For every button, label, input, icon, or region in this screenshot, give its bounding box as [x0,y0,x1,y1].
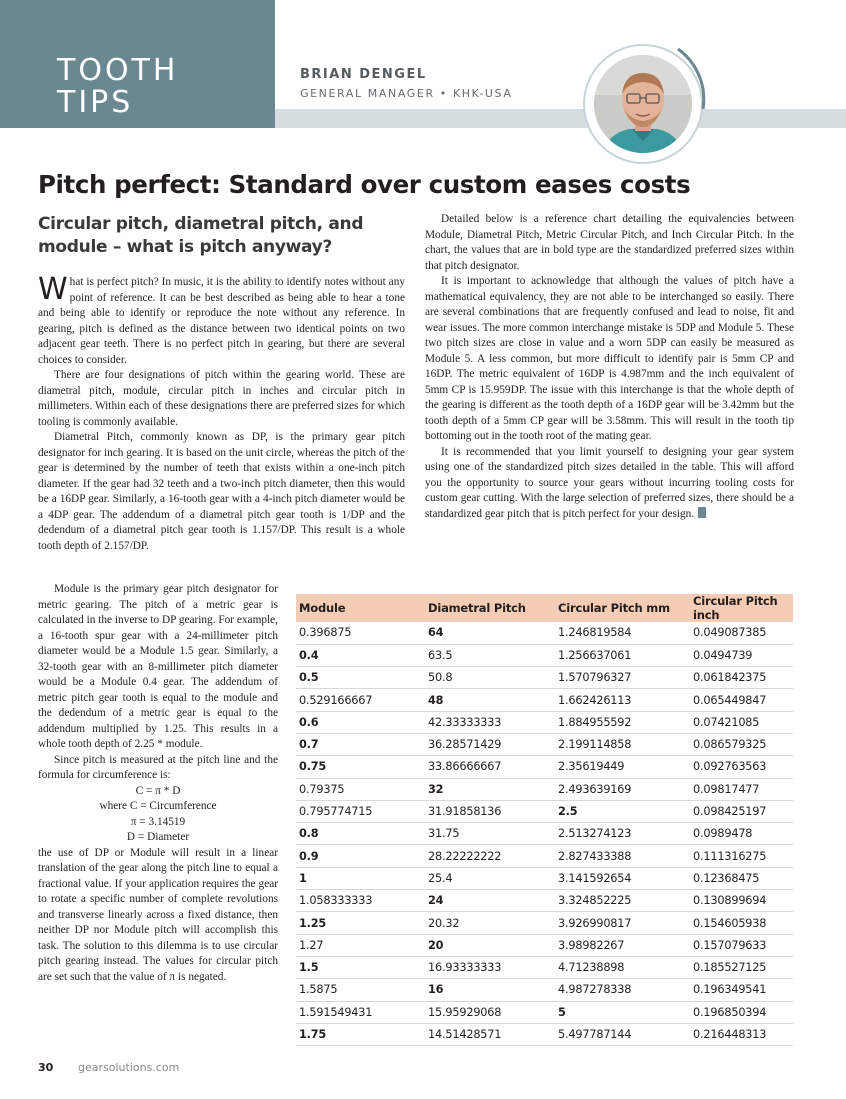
table-cell: 0.0989478 [690,823,793,845]
table-cell: 1 [296,867,425,889]
table-cell: 1.884955592 [555,711,690,733]
table-cell: 5 [555,1001,690,1023]
author-portrait-icon [594,55,692,153]
column-header-circular-pitch-inch: Circular Pitch inch [690,594,793,622]
table-cell: 0.795774715 [296,800,425,822]
footer-site: gearsolutions.com [78,1061,180,1074]
table-row [296,934,793,956]
table-cell: 0.0494739 [690,644,793,666]
table-row [296,778,793,800]
table-cell: 1.5875 [296,979,425,1001]
paragraph-text: hat is perfect pitch? In music, it is the ability to identify notes without any point of reference. It can be best described as being able to hear a tone and being able to identify or reproduce the note without any reference. In gearing, pitch is defined as the distance between two identical points on two adjacent gear teeth. There is no perfect pitch in gearing, but there are several choices to consider. [38,276,405,366]
table-cell: 15.95929068 [425,1001,555,1023]
table-cell: 0.4 [296,644,425,666]
table-row [296,733,793,755]
table-cell: 16 [425,979,555,1001]
body-paragraph [425,445,794,523]
table-cell: 0.6 [296,711,425,733]
author-name: BRIAN DENGEL [300,67,427,82]
table-cell: 0.061842375 [690,667,793,689]
article-subhead: Circular pitch, diametral pitch, and module – what is pitch anyway? [38,214,364,257]
table-cell: 0.111316275 [690,845,793,867]
table-cell: 5.497787144 [555,1023,690,1045]
table-cell: 0.12368475 [690,867,793,889]
page-number: 30 [38,1061,54,1074]
table-cell: 0.196349541 [690,979,793,1001]
formula-line: D = Diameter [126,831,190,843]
table-cell: 28.22222222 [425,845,555,867]
body-paragraph: Detailed below is a reference chart detailing the equivalencies between Module, Diametral Pitch, Metric Circular Pitch, and Inch Circular Pitch. In the chart, the values that are in bold type are the standardized preferred sizes within that pitch designator. [425,213,794,272]
right-column [425,212,794,522]
table-cell: 0.529166667 [296,689,425,711]
table-row [296,1023,793,1045]
column-header-module: Module [296,594,425,622]
table-row [296,956,793,978]
table-cell: 3.98982267 [555,934,690,956]
body-paragraph: It is important to acknowledge that although the values of pitch have a mathematical equivalency, they are not able to be interchanged so easily. There are several combinations that are frequently confused and lead to noise, fit and wear issues. The more common interchange mistake is 5DP and Module 5. These two pitch sizes are close in value and a worn 5DP can easily be measured as Module 5. A less common, but more difficult to identify pair is 5mm CP and 16DP. The metric equivalent of 16DP is 4.987mm and the inch equivalent of 5mm CP is 15.959DP. The issue with this interchange is that the whole depth of the gearing is different as the tooth depth of a 16DP gear will be 3.42mm but the tooth depth of a 5mm CP gear will be 3.58mm. This will result in the tooth tip bottoming out in the tooth root of the mating gear. [425,275,794,442]
table-cell: 2.5 [555,800,690,822]
table-cell: 0.396875 [296,622,425,644]
table-cell: 33.86666667 [425,756,555,778]
table-cell: 0.79375 [296,778,425,800]
table-cell: 1.246819584 [555,622,690,644]
table-cell: 50.8 [425,667,555,689]
table-cell: 1.662426113 [555,689,690,711]
table-row [296,756,793,778]
table-cell: 1.27 [296,934,425,956]
table-row [296,979,793,1001]
table-cell: 63.5 [425,644,555,666]
table-cell: 0.065449847 [690,689,793,711]
drop-cap: W [38,272,68,307]
table-row [296,800,793,822]
column-header-diametral-pitch: Diametral Pitch [425,594,555,622]
table-cell: 1.75 [296,1023,425,1045]
body-paragraph: Diametral Pitch, commonly known as DP, is the primary gear pitch designator for inch gearing. It is based on the unit circle, whereas the pitch of the gear is determined by the number of teeth that exists within a one-inch pitch diameter. If the gear had 32 teeth and a two-inch pitch diameter, then this would be a 16DP gear. Similarly, a 16-tooth gear with a 4-inch pitch diameter would be a 4DP gear. The addendum of a diametral pitch gear tooth is 1/DP and the dedendum of a diametral pitch gear tooth is 1.157/DP. This result is a whole tooth depth of 2.157/DP. [38,431,405,552]
table-cell: 31.75 [425,823,555,845]
table-cell: 4.987278338 [555,979,690,1001]
table-cell: 3.926990817 [555,912,690,934]
table-header-row [296,594,793,622]
end-mark-icon [698,507,706,518]
left-column-top [38,272,405,554]
table-cell: 2.35619449 [555,756,690,778]
table-cell: 0.157079633 [690,934,793,956]
table-cell: 0.098425197 [690,800,793,822]
table-cell: 0.7 [296,733,425,755]
pitch-equivalency-table [296,594,793,1046]
table-cell: 0.049087385 [690,622,793,644]
body-paragraph [38,272,405,368]
table-cell: 1.25 [296,912,425,934]
table-row [296,667,793,689]
table-cell: 14.51428571 [425,1023,555,1045]
table-row [296,867,793,889]
table-cell: 0.086579325 [690,733,793,755]
left-column-bottom [38,582,278,985]
table-cell: 0.75 [296,756,425,778]
table-row [296,912,793,934]
header-rule [275,109,846,128]
body-paragraph: Module is the primary gear pitch designator for metric gearing. The pitch of a metric gear is calculated in the inverse to DP gearing. For example, a 16-tooth spur gear with a 24-millimeter pitch diameter would be a Module 1.5 gear. Similarly, a 32-tooth gear with an 8-millimeter pitch diameter would be a Module 0.4 gear. The addendum of metric pitch gear tooth is equal to the module and the dedendum of a metric gear is equal to the addendum multiplied by 1.25. This results in a whole tooth depth of 2.25 * module. [38,583,278,750]
table-cell: 20.32 [425,912,555,934]
table-body [296,622,793,1046]
table-cell: 0.216448313 [690,1023,793,1045]
author-avatar [594,55,692,153]
table-cell: 0.154605938 [690,912,793,934]
table-cell: 36.28571429 [425,733,555,755]
body-paragraph: Since pitch is measured at the pitch line and the formula for circumference is: [38,753,278,781]
table-cell: 1.591549431 [296,1001,425,1023]
table-row [296,689,793,711]
table-cell: 0.185527125 [690,956,793,978]
table-row [296,890,793,912]
table-cell: 32 [425,778,555,800]
table-cell: 1.570796327 [555,667,690,689]
author-role: GENERAL MANAGER • KHK-USA [300,87,513,100]
table-cell: 4.71238898 [555,956,690,978]
table-cell: 0.196850394 [690,1001,793,1023]
table-cell: 16.93333333 [425,956,555,978]
table-cell: 20 [425,934,555,956]
section-title-line2: TIPS [57,85,134,120]
section-tab [0,0,275,128]
table-cell: 0.8 [296,823,425,845]
table-cell: 2.199114858 [555,733,690,755]
table-row [296,823,793,845]
table-cell: 1.058333333 [296,890,425,912]
table-cell: 0.07421085 [690,711,793,733]
table-cell: 2.513274123 [555,823,690,845]
table-cell: 24 [425,890,555,912]
table-cell: 1.5 [296,956,425,978]
table-cell: 2.493639169 [555,778,690,800]
table-row [296,711,793,733]
table-cell: 0.09817477 [690,778,793,800]
table-cell: 0.5 [296,667,425,689]
section-title [57,55,178,119]
table-cell: 48 [425,689,555,711]
formula-line: C = π * D [135,784,181,797]
table-row [296,845,793,867]
table-cell: 31.91858136 [425,800,555,822]
column-header-circular-pitch-mm: Circular Pitch mm [555,594,690,622]
table-cell: 64 [425,622,555,644]
table-cell: 2.827433388 [555,845,690,867]
formula-line: where C = Circumference [99,800,217,812]
section-title-line1: TOOTH [57,53,179,88]
table-cell: 0.9 [296,845,425,867]
table-row [296,622,793,644]
body-paragraph: There are four designations of pitch within the gearing world. These are diametral pitch, module, circular pitch in inches and circular pitch in millimeters. Within each of these designations there are preferred sizes for which tooling is commonly available. [38,369,405,428]
table-cell: 42.33333333 [425,711,555,733]
formula-line: π = 3.14519 [130,815,186,828]
table-cell: 0.130899694 [690,890,793,912]
table-cell: 3.141592654 [555,867,690,889]
table-row [296,1001,793,1023]
table-cell: 1.256637061 [555,644,690,666]
table-cell: 0.092763563 [690,756,793,778]
table-cell: 25.4 [425,867,555,889]
paragraph-text: It is recommended that you limit yourself to designing your gear system using one of the standardized pitch sizes detailed in the table. This will afford you the opportunity to source your gears without incurring tooling costs for custom gear cutting. With the large selection of preferred sizes, there should be a standardized gear pitch that is pitch perfect for your design. [425,445,794,520]
table-row [296,644,793,666]
table-cell: 3.324852225 [555,890,690,912]
article-headline: Pitch perfect: Standard over custom eases costs [38,170,691,199]
body-paragraph: the use of DP or Module will result in a linear translation of the gear along the pitch line to equal a fractional value. If your application requires the gear to rotate a specific number of complete revolutions and transverse linearly across a fixed distance, then neither DP nor Module pitch will accomplish this task. The solution to this dilemma is to use circular pitch gearing instead. The values for circular pitch are set such that the value of π is negated. [38,846,278,983]
